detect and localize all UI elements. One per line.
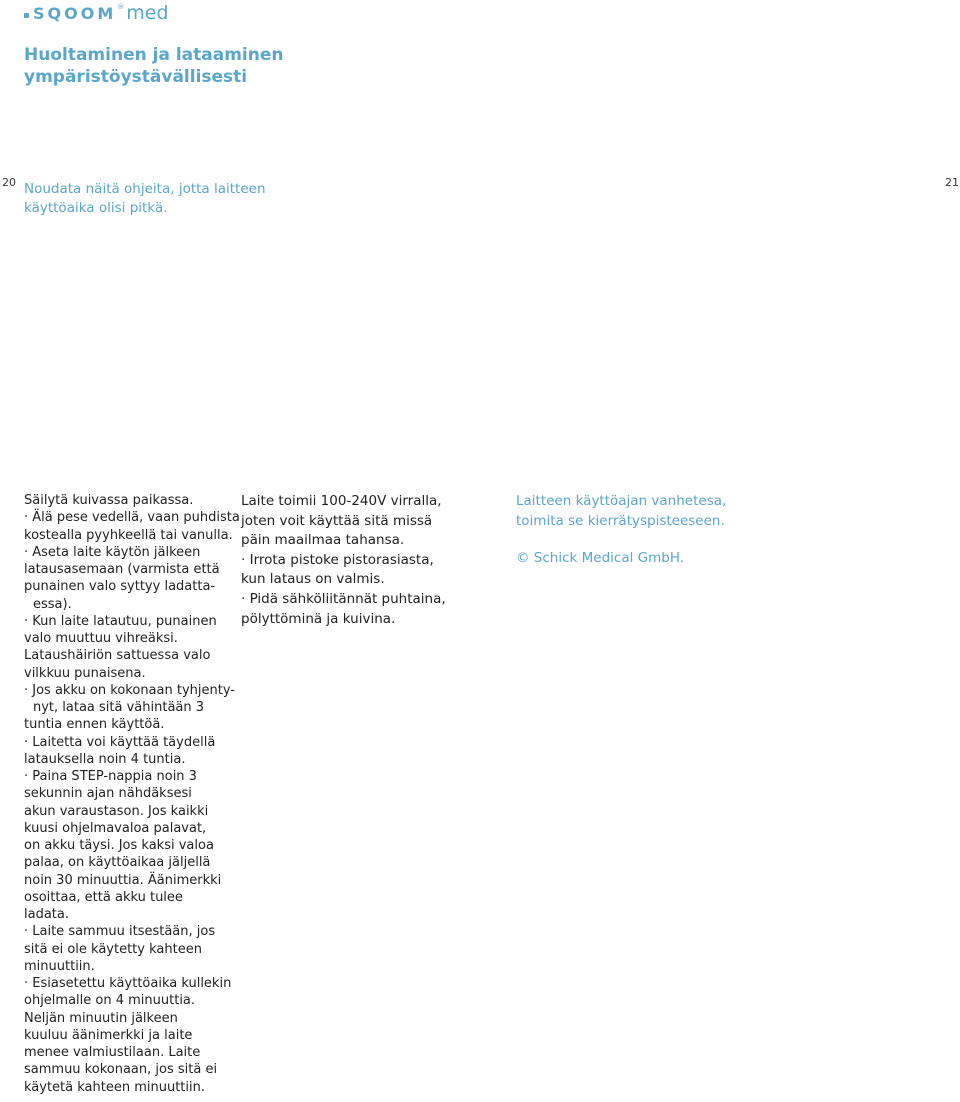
- text-line: kuusi ohjelmavaloa palavat,: [24, 820, 207, 836]
- text-line: ladata.: [24, 907, 69, 922]
- page-number-left: 20: [2, 176, 16, 189]
- text-line: vilkkuu punaisena.: [24, 665, 146, 681]
- page-number-right: 21: [945, 176, 959, 189]
- text-line: palaa, on käyttöaikaa jäljellä: [24, 855, 211, 871]
- text-line: nyt, lataa sitä vähintään 3: [33, 700, 205, 715]
- intro-line: käyttöaika olisi pitkä.: [24, 200, 168, 216]
- page-title: [24, 44, 284, 88]
- text-line: · Aseta laite käytön jälkeen: [24, 544, 201, 560]
- recycling-line: toimita se kierrätyspisteeseen.: [516, 512, 725, 529]
- text-line: Neljän minuutin jälkeen: [24, 1010, 178, 1026]
- column-care-instructions: [24, 492, 240, 1096]
- text-line: · Jos akku on kokonaan tyhjenty-: [24, 682, 235, 698]
- brand-logo: [24, 2, 169, 24]
- text-line: käytetä kahteen minuuttiin.: [24, 1079, 206, 1095]
- brand-word: SQOOM: [33, 3, 117, 23]
- text-line: Säilytä kuivassa paikassa.: [24, 493, 194, 508]
- text-line: Laite toimii 100-240V virralla,: [241, 493, 442, 509]
- text-line: osoittaa, että akku tulee: [24, 889, 183, 905]
- text-line: kuuluu äänimerkki ja laite: [24, 1027, 193, 1043]
- text-line: punainen valo syttyy ladatta-: [24, 579, 216, 595]
- registered-mark: ®: [117, 3, 125, 11]
- column-recycling: [516, 492, 726, 569]
- text-line: · Älä pese vedellä, vaan puhdista: [24, 510, 240, 526]
- text-line: ohjelmalle on 4 minuuttia.: [24, 993, 196, 1009]
- text-line: Lataushäiriön sattuessa valo: [24, 648, 211, 664]
- text-line: tuntia ennen käyttöä.: [24, 717, 165, 733]
- text-line: sitä ei ole käytetty kahteen: [24, 941, 202, 957]
- brand-suffix: med: [126, 2, 169, 24]
- text-line: minuuttiin.: [24, 958, 95, 974]
- copyright: © Schick Medical GmbH.: [516, 550, 685, 566]
- text-line: · Paina STEP-nappia noin 3: [24, 769, 197, 784]
- intro-line: Noudata näitä ohjeita, jotta laitteen: [24, 181, 266, 197]
- text-line: on akku täysi. Jos kaksi valoa: [24, 838, 214, 853]
- text-line: · Laitetta voi käyttää täydellä: [24, 734, 216, 750]
- text-line: kun lataus on valmis.: [241, 571, 385, 588]
- text-line: pölyttöminä ja kuivina.: [241, 610, 396, 627]
- title-line: Huoltaminen ja lataaminen: [24, 45, 284, 65]
- text-line: essa).: [33, 596, 72, 612]
- text-line: päin maailmaa tahansa.: [241, 532, 405, 549]
- text-line: · Irrota pistoke pistorasiasta,: [241, 551, 434, 568]
- text-line: latausasemaan (varmista että: [24, 562, 220, 577]
- text-line: · Kun laite latautuu, punainen: [24, 613, 217, 629]
- text-line: · Esiasetettu käyttöaika kullekin: [24, 976, 232, 991]
- column-power-instructions: [241, 492, 446, 629]
- recycling-line: Laitteen käyttöajan vanhetesa,: [516, 493, 727, 509]
- spacer: [516, 531, 726, 549]
- text-line: menee valmiustilaan. Laite: [24, 1045, 201, 1060]
- text-line: kostealla pyyhkeellä tai vanulla.: [24, 527, 233, 543]
- text-line: · Laite sammuu itsestään, jos: [24, 924, 216, 940]
- intro-text: [24, 180, 266, 218]
- text-line: noin 30 minuuttia. Äänimerkki: [24, 872, 222, 888]
- logo-mark-icon: [24, 13, 29, 18]
- text-line: · Pidä sähköliitännät puhtaina,: [241, 590, 446, 607]
- text-line: sekunnin ajan nähdäksesi: [24, 786, 192, 802]
- text-line: akun varaustason. Jos kaikki: [24, 803, 209, 819]
- text-line: joten voit käyttää sitä missä: [241, 512, 433, 529]
- text-line: sammuu kokonaan, jos sitä ei: [24, 1062, 218, 1078]
- text-line: valo muuttuu vihreäksi.: [24, 631, 178, 646]
- text-line: latauksella noin 4 tuntia.: [24, 751, 186, 767]
- title-line: ympäristöystävällisesti: [24, 67, 248, 87]
